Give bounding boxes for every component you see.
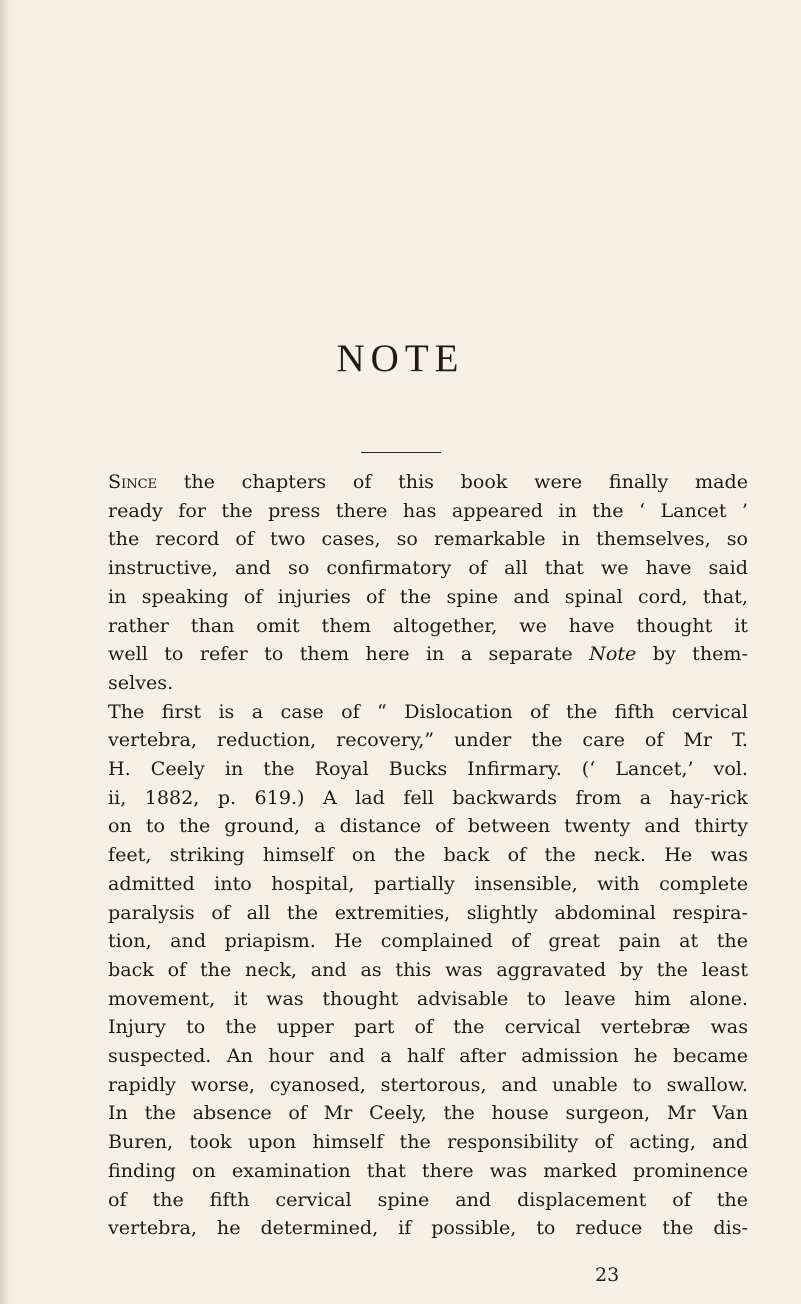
text-line: Buren, took upon himself the responsibility of acting, and bbox=[108, 1130, 748, 1154]
text-line: Injury to the upper part of the cervical vertebræ was bbox=[108, 1015, 748, 1039]
text-line: on to the ground, a distance of between twenty and thirty bbox=[108, 814, 748, 838]
title-rule bbox=[361, 452, 441, 453]
page-binding-edge bbox=[0, 0, 16, 1304]
text-line: rapidly worse, cyanosed, stertorous, and unable to swallow. bbox=[108, 1072, 748, 1096]
small-caps-lead: Since bbox=[108, 470, 158, 493]
text-line: paralysis of all the extremities, slightly abdominal respira- bbox=[108, 900, 748, 924]
text-line: admitted into hospital, partially insensible, with complete bbox=[108, 871, 748, 895]
text-line: back of the neck, and as this was aggravated by the least bbox=[108, 957, 748, 981]
text-line: The first is a case of “ Dislocation of the fifth cervical bbox=[108, 699, 748, 723]
text-line: in speaking of injuries of the spine and spinal cord, that, bbox=[108, 584, 748, 608]
text-line: the record of two cases, so remarkable in themselves, so bbox=[108, 527, 748, 551]
text-line: finding on examination that there was marked prominence bbox=[108, 1158, 748, 1182]
text-line: ready for the press there has appeared in the ‘ Lancet ’ bbox=[108, 498, 748, 522]
text-line: suspected. An hour and a half after admission he became bbox=[108, 1044, 748, 1068]
body-text bbox=[108, 468, 748, 1243]
text-line: selves. bbox=[108, 670, 174, 694]
text-line: movement, it was thought advisable to leave him alone. bbox=[108, 986, 748, 1010]
text-line: H. Ceely in the Royal Bucks Infirmary. (‘ Lancet,’ vol. bbox=[108, 757, 748, 781]
text-line: instructive, and so confirmatory of all that we have said bbox=[108, 556, 748, 580]
text-line: rather than omit them altogether, we have thought it bbox=[108, 613, 748, 637]
text-line: vertebra, he determined, if possible, to reduce the dis- bbox=[108, 1216, 748, 1240]
text-line: tion, and priapism. He complained of great pain at the bbox=[108, 929, 748, 953]
text-line: Since the chapters of this book were finally made bbox=[108, 470, 748, 493]
text-line: feet, striking himself on the back of the neck. He was bbox=[108, 843, 748, 867]
text-line: vertebra, reduction, recovery,” under the care of Mr T. bbox=[108, 728, 748, 752]
text-line: well to refer to them here in a separate Note by them- bbox=[108, 642, 748, 666]
italic-note: Note bbox=[589, 642, 637, 666]
page-title: NOTE bbox=[336, 337, 465, 380]
text-line: of the fifth cervical spine and displacement of the bbox=[108, 1187, 748, 1211]
text-line: In the absence of Mr Ceely, the house surgeon, Mr Van bbox=[108, 1101, 748, 1125]
page-number: 23 bbox=[595, 1264, 620, 1286]
text-line: ii, 1882, p. 619.) A lad fell backwards from a hay-rick bbox=[108, 785, 748, 809]
